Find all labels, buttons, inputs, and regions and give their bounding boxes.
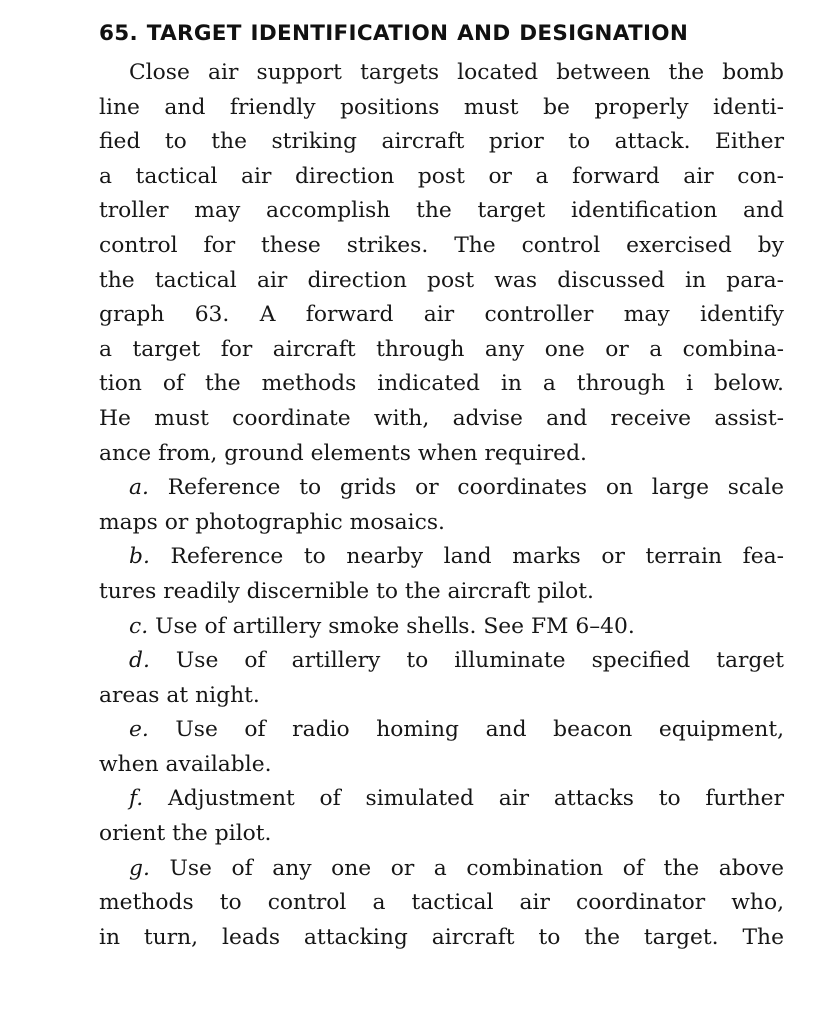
list-item-e <box>99 713 784 782</box>
item-text: Use of any one or a combination of the above <box>169 855 785 881</box>
item-text: Reference to grids or coordinates on large scale <box>167 475 784 501</box>
item-letter: c. <box>129 613 149 639</box>
item-text: Use of artillery smoke shells. See FM 6–40. <box>155 613 635 639</box>
document-page <box>99 14 784 955</box>
section-heading: 65. TARGET IDENTIFICATION AND DESIGNATION <box>99 21 689 46</box>
item-text: in turn, leads attacking aircraft to the target. The <box>99 924 784 950</box>
paragraph-line: tion of the methods indicated in a through i below. <box>99 371 784 397</box>
item-letter: g. <box>129 855 150 881</box>
item-text: orient the pilot. <box>99 821 272 847</box>
paragraph-line: a target for aircraft through any one or a combina- <box>99 336 784 362</box>
paragraph-line: ance from, ground elements when required. <box>99 440 587 466</box>
paragraph-line: control for these strikes. The control exercised by <box>99 232 784 258</box>
item-letter: f. <box>129 786 144 812</box>
list-item-g <box>99 852 784 956</box>
item-text: when available. <box>99 751 272 777</box>
item-text: Reference to nearby land marks or terrain fea- <box>170 544 784 570</box>
paragraph-line: a tactical air direction post or a forward air con- <box>99 163 784 189</box>
list-item-d <box>99 644 784 713</box>
paragraph-line: He must coordinate with, advise and receive assist- <box>99 405 784 431</box>
item-letter: b. <box>129 544 150 570</box>
list-item-f <box>99 782 784 851</box>
intro-paragraph <box>99 56 784 471</box>
item-text: maps or photographic mosaics. <box>99 509 445 535</box>
paragraph-line: line and friendly positions must be properly identi- <box>99 94 784 120</box>
item-text: tures readily discernible to the aircraft pilot. <box>99 578 594 604</box>
item-letter: e. <box>129 717 149 743</box>
item-text: Use of artillery to illuminate specified target <box>175 648 784 674</box>
list-item-c <box>99 610 784 645</box>
paragraph-line: troller may accomplish the target identification and <box>99 198 784 224</box>
paragraph-line: graph 63. A forward air controller may identify <box>99 302 784 328</box>
item-letter: a. <box>129 475 149 501</box>
item-text: Adjustment of simulated air attacks to further <box>168 786 784 812</box>
item-text: areas at night. <box>99 682 260 708</box>
section-body <box>99 56 784 955</box>
item-text: Use of radio homing and beacon equipment, <box>175 717 785 743</box>
list-item-a <box>99 471 784 540</box>
paragraph-line: Close air support targets located between the bomb <box>129 60 784 85</box>
item-text: methods to control a tactical air coordinator who, <box>99 890 784 916</box>
item-letter: d. <box>129 648 150 674</box>
paragraph-line: the tactical air direction post was discussed in para- <box>99 267 784 293</box>
list-item-b <box>99 540 784 609</box>
paragraph-line: fied to the striking aircraft prior to attack. Either <box>99 129 784 155</box>
